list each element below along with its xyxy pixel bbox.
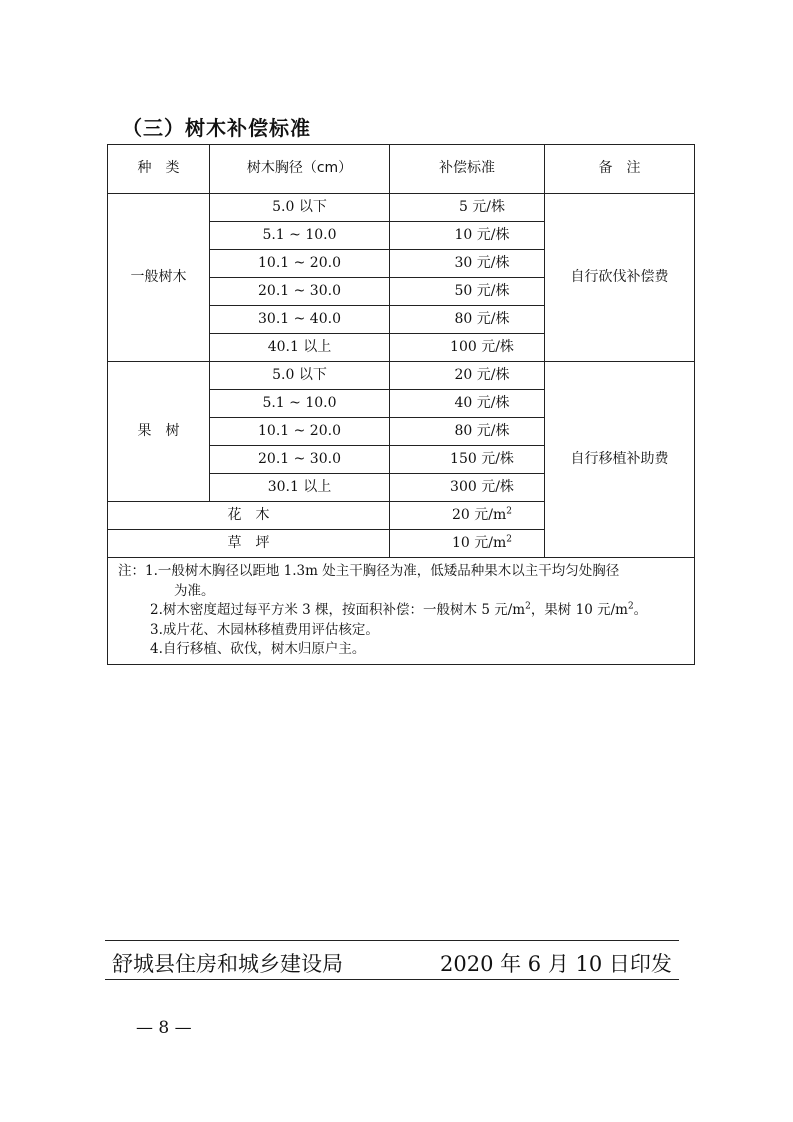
diameter-cell: 5.1 ~ 10.0 xyxy=(210,390,390,418)
standard-cell: 10 元/株 xyxy=(390,222,545,250)
footer-top-rule xyxy=(105,940,679,941)
standard-cell: 80 元/株 xyxy=(390,418,545,446)
standard-text: 20 元/m xyxy=(452,506,507,523)
standard-text: 10 元/m xyxy=(452,534,507,551)
category-flowers: 花 木 xyxy=(108,502,390,530)
diameter-cell: 10.1 ~ 20.0 xyxy=(210,418,390,446)
notes-row xyxy=(108,558,695,665)
standard-cell: 300 元/株 xyxy=(390,474,545,502)
table-row xyxy=(108,362,695,390)
diameter-cell: 30.1 ~ 40.0 xyxy=(210,306,390,334)
footer-date: 2020 年 6 月 10 日印发 xyxy=(440,952,672,976)
header-category: 种 类 xyxy=(108,145,210,194)
category-general-trees: 一般树木 xyxy=(108,194,210,362)
standard-cell: 30 元/株 xyxy=(390,250,545,278)
standard-cell xyxy=(390,502,545,530)
diameter-cell: 5.1 ~ 10.0 xyxy=(210,222,390,250)
note-4: 4.自行移植、砍伐，树木归原户主。 xyxy=(150,641,366,658)
header-diameter: 树木胸径（cm） xyxy=(210,145,390,194)
header-standard: 补偿标准 xyxy=(390,145,545,194)
note-1: 注：1.一般树木胸径以距地 1.3m 处主干胸径为准，低矮品种果木以主干均匀处胸径 xyxy=(118,563,620,579)
standard-cell xyxy=(390,530,545,558)
remark-general-trees: 自行砍伐补偿费 xyxy=(545,194,695,362)
note-2 xyxy=(118,601,686,621)
page-number: — 8 — xyxy=(136,1018,192,1038)
table-header-row xyxy=(108,145,695,194)
standard-cell: 80 元/株 xyxy=(390,306,545,334)
standard-cell: 50 元/株 xyxy=(390,278,545,306)
diameter-cell: 5.0 以下 xyxy=(210,362,390,390)
diameter-cell: 20.1 ~ 30.0 xyxy=(210,278,390,306)
diameter-cell: 30.1 以上 xyxy=(210,474,390,502)
footer-bottom-rule xyxy=(105,979,679,980)
note-3: 3.成片花、木园林移植费用评估核定。 xyxy=(150,621,379,638)
note-1-continued: 为准。 xyxy=(174,582,215,599)
superscript: 2 xyxy=(525,601,531,612)
standard-cell: 20 元/株 xyxy=(390,362,545,390)
diameter-cell: 5.0 以下 xyxy=(210,194,390,222)
category-fruit-trees: 果 树 xyxy=(108,362,210,502)
standard-cell: 5 元/株 xyxy=(390,194,545,222)
table-row xyxy=(108,194,695,222)
header-remark: 备 注 xyxy=(545,145,695,194)
note-2-part-b: ，果树 10 元/m xyxy=(530,602,628,619)
standard-cell: 150 元/株 xyxy=(390,446,545,474)
superscript: 2 xyxy=(627,601,634,612)
diameter-cell: 40.1 以上 xyxy=(210,334,390,362)
standard-cell: 100 元/株 xyxy=(390,334,545,362)
footer-organization: 舒城县住房和城乡建设局 xyxy=(112,952,343,976)
remark-fruit-trees: 自行移植补助费 xyxy=(545,362,695,558)
notes-cell xyxy=(108,558,695,665)
diameter-cell: 20.1 ~ 30.0 xyxy=(210,446,390,474)
category-lawn: 草 坪 xyxy=(108,530,390,558)
note-2-part-c: 。 xyxy=(633,602,648,619)
diameter-cell: 10.1 ~ 20.0 xyxy=(210,250,390,278)
tree-compensation-table xyxy=(107,144,695,665)
note-2-part-a: 2.树木密度超过每平方米 3 棵，按面积补偿：一般树木 5 元/m xyxy=(150,602,526,619)
superscript: 2 xyxy=(506,506,512,517)
section-title: （三）树木补偿标准 xyxy=(122,116,311,140)
standard-cell: 40 元/株 xyxy=(390,390,545,418)
superscript: 2 xyxy=(506,534,512,545)
